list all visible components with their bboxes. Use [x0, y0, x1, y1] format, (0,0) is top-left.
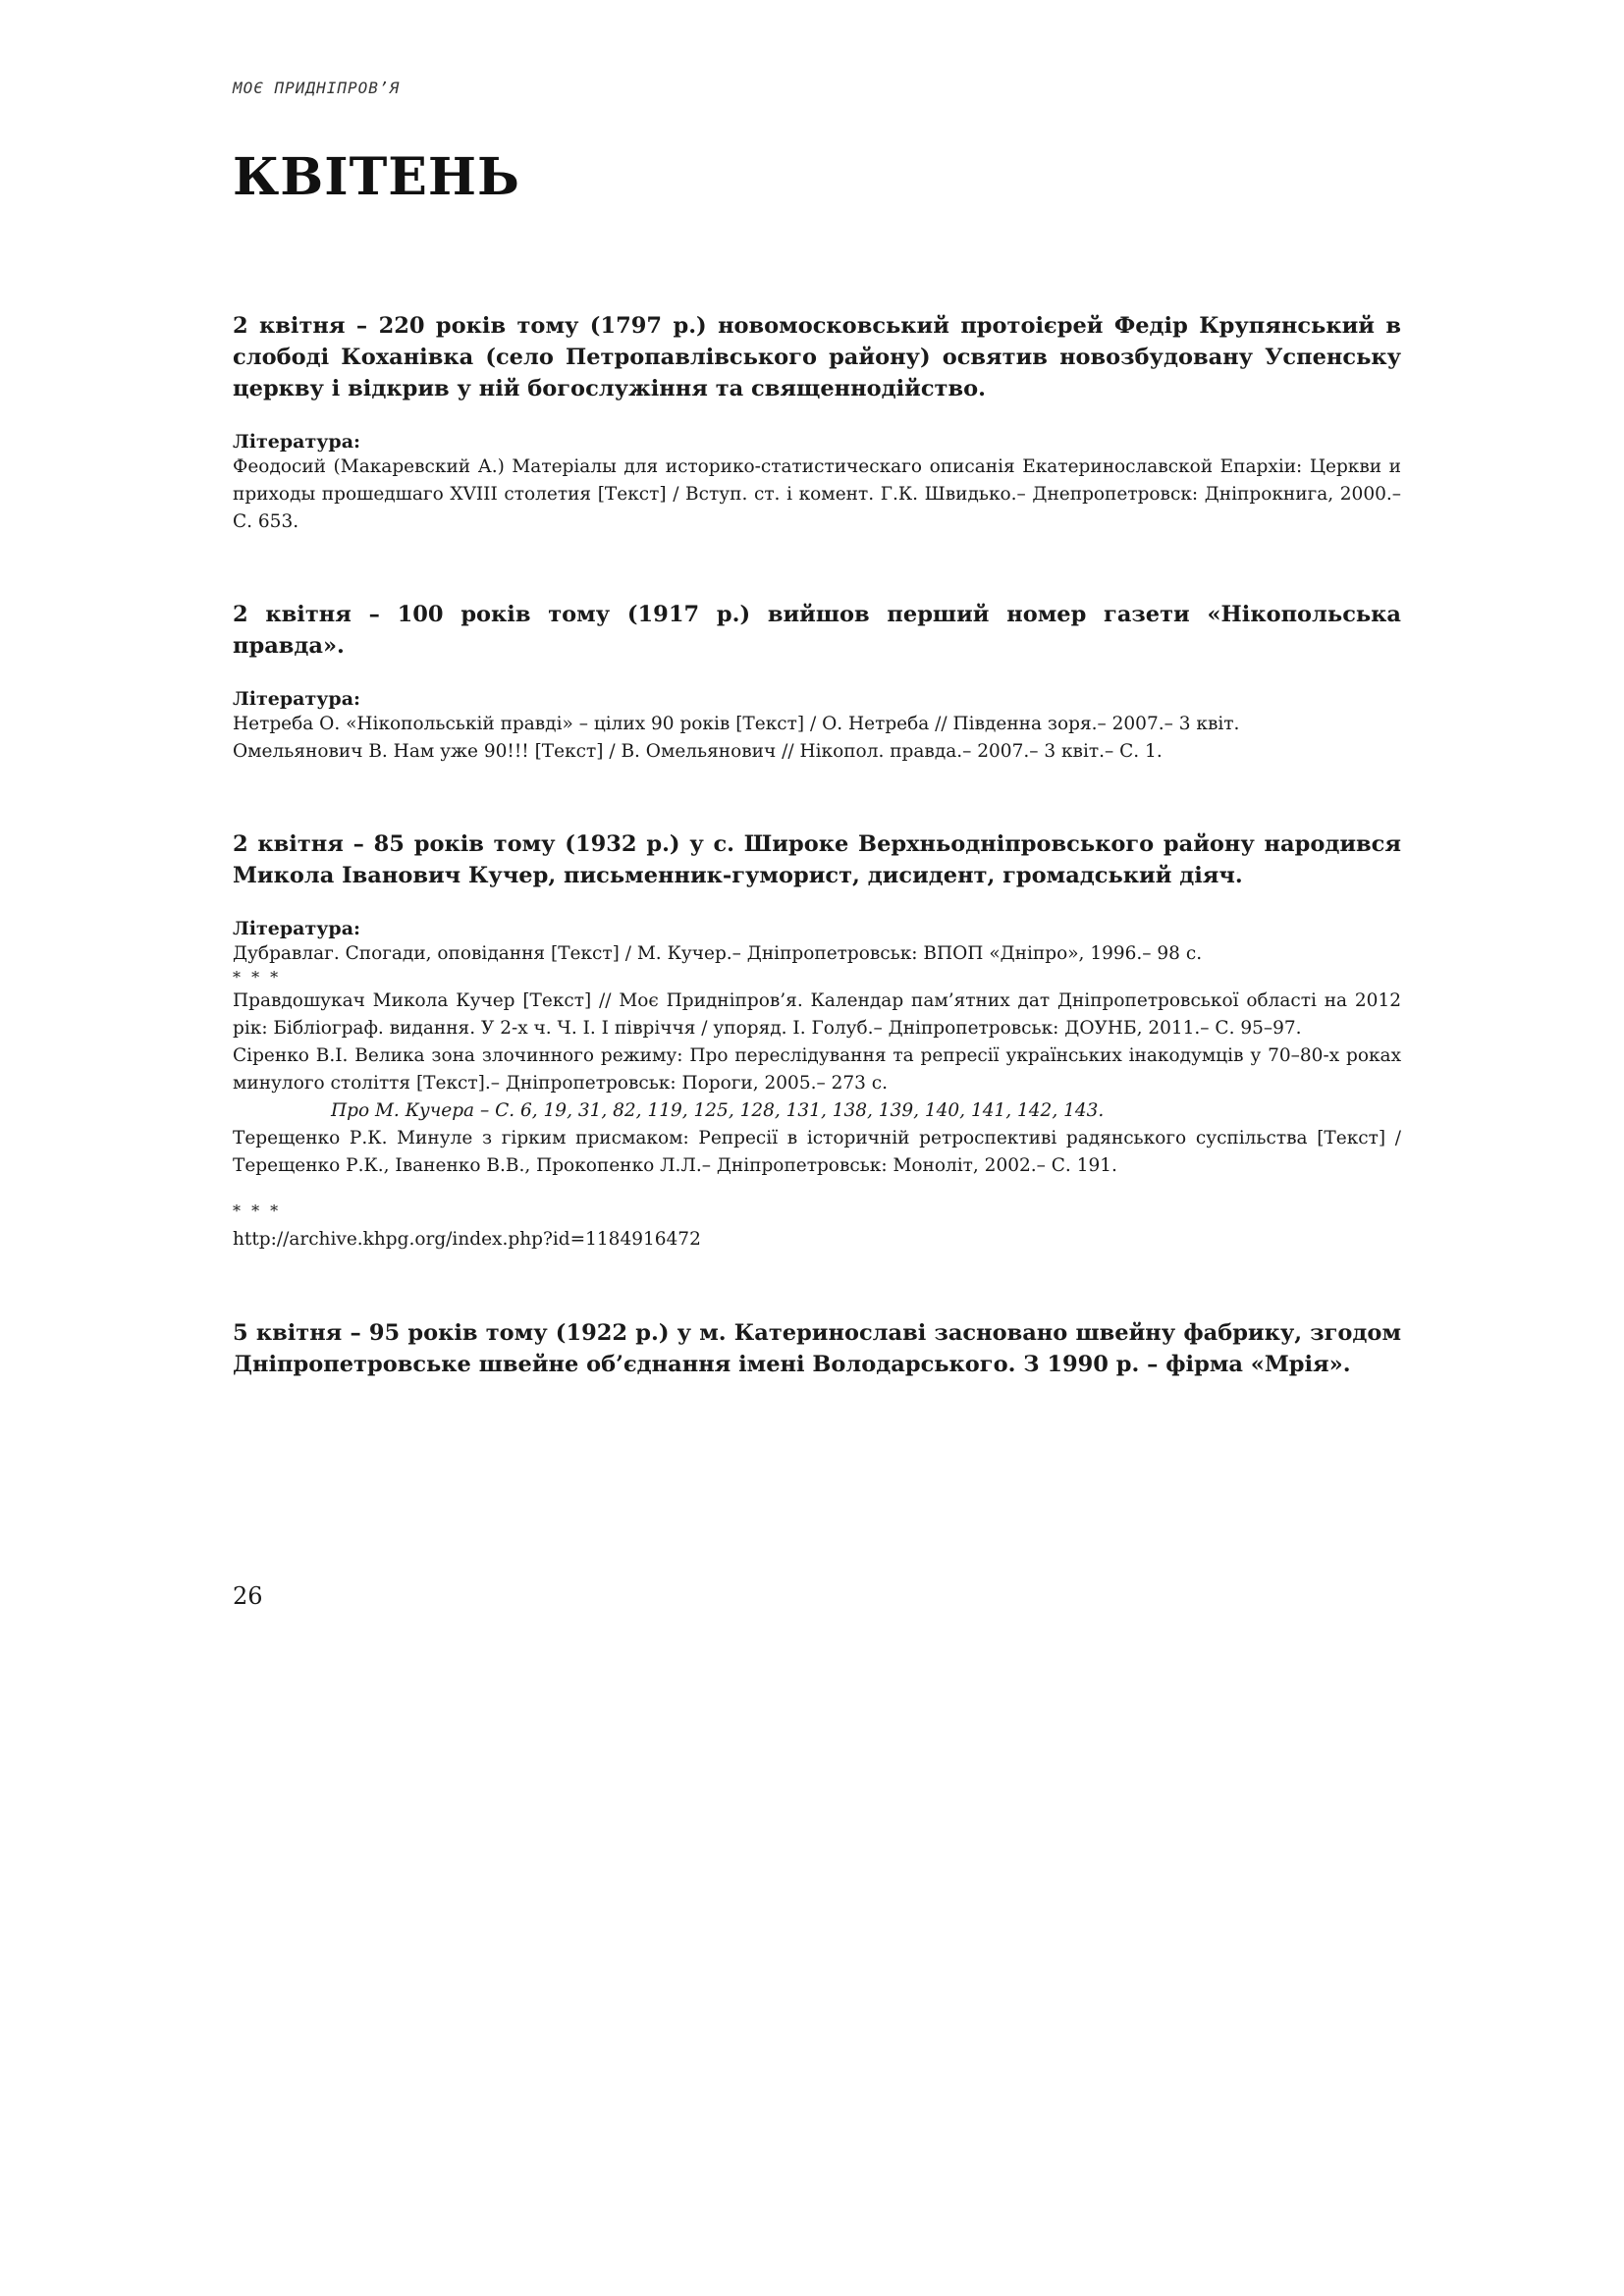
literature-item: Правдошукач Микола Кучер [Текст] // Моє Придніпров’я. Календар пам’ятних дат Дніпропетровської області на 2012 рік: Бібліограф. видання. У 2-х ч. Ч. І. І півріччя / упоряд. І. Голуб.– Дніпропетровськ: ДОУНБ, 2011.– С. 95–97. [233, 990, 1401, 1039]
literature-label: Література: [233, 918, 361, 939]
source-url: http://archive.khpg.org/index.php?id=1184916472 [233, 1229, 701, 1250]
literature-label: Література: [233, 688, 361, 710]
literature-item: Сіренко В.І. Велика зона злочинного режиму: Про переслідування та репресії українських інакодумців у 70–80-х роках минулого століття [Текст].– Дніпропетровськ: Пороги, 2005.– 273 с. [233, 1045, 1401, 1094]
literature-note: Про М. Кучера – С. 6, 19, 31, 82, 119, 125, 128, 131, 138, 139, 140, 141, 142, 143. [331, 1100, 1105, 1121]
event-heading: 5 квітня – 95 років тому (1922 р.) у м. Катеринославі засновано швейну фабрику, згодом Дніпропетровське швейне об’єднання імені Володарського. З 1990 р. – фірма «Мрія». [233, 1320, 1401, 1377]
literature-item: Феодосий (Макаревский А.) Матеріалы для историко-статистическаго описанія Екатеринославской Епархіи: Церкви и приходы прошедшаго XVIII столетия [Текст] / Вступ. ст. і комент. Г.К. Швидько.– Днепропетровск: Дніпрокнига, 2000.– С. 653. [233, 456, 1401, 532]
literature-label: Література: [233, 431, 361, 453]
running-head: МОЄ ПРИДНІПРОВ’Я [233, 79, 401, 97]
event-entry [233, 828, 1401, 1255]
separator-stars: * * * [233, 1201, 282, 1220]
literature-item: Нетреба О. «Нікопольській правді» – цілих 90 років [Текст] / О. Нетреба // Південна зоря.– 2007.– 3 квіт. [233, 714, 1240, 734]
literature-item: Дубравлаг. Спогади, оповідання [Текст] / М. Кучер.– Дніпропетровськ: ВПОП «Дніпро», 1996.– 98 с. [233, 943, 1203, 964]
page-content [233, 310, 1401, 1443]
month-title: КВІТЕНЬ [233, 147, 520, 207]
event-entry [233, 310, 1401, 536]
page-number: 26 [233, 1582, 263, 1610]
separator-stars: * * * [233, 968, 282, 987]
event-entry [233, 1317, 1401, 1380]
literature-item: Омельянович В. Нам уже 90!!! [Текст] / В. Омельянович // Нікопол. правда.– 2007.– 3 квіт.– С. 1. [233, 741, 1163, 762]
event-heading: 2 квітня – 85 років тому (1932 р.) у с. Широке Верхньодніпровського району народився Микола Іванович Кучер, письменник-гуморист, дисидент, громадський діяч. [233, 831, 1401, 888]
event-entry [233, 599, 1401, 766]
event-heading: 2 квітня – 220 років тому (1797 р.) новомосковський протоієрей Федір Крупянський в слободі Коханівка (село Петропавлівського району) освятив новозбудовану Успенську церкву і відкрив у ній богослужіння та священнодійство. [233, 313, 1401, 401]
event-heading: 2 квітня – 100 років тому (1917 р.) вийшов перший номер газети «Нікопольська правда». [233, 602, 1401, 659]
literature-item: Терещенко Р.К. Минуле з гірким присмаком: Репресії в історичній ретроспективі радянського суспільства [Текст] / Терещенко Р.К., Іваненко В.В., Прокопенко Л.Л.– Дніпропетровськ: Моноліт, 2002.– С. 191. [233, 1128, 1401, 1176]
